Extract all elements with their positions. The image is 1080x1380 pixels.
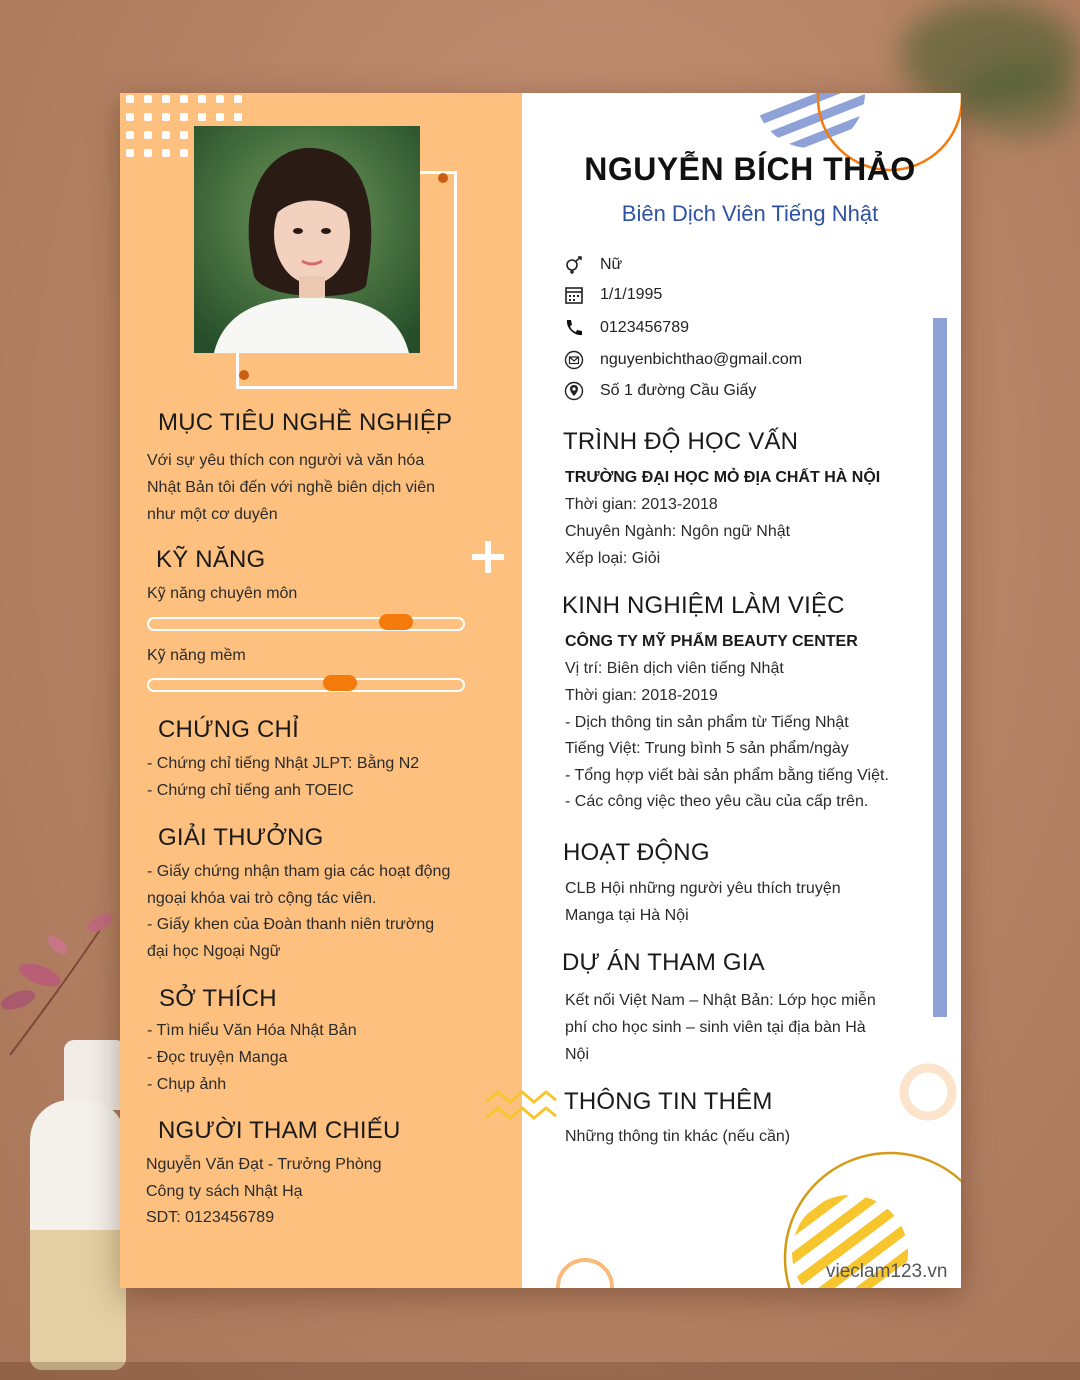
reference-line: Nguyễn Văn Đạt - Trưởng Phòng [146, 1156, 382, 1173]
activities-line: CLB Hội những người yêu thích truyện [565, 880, 841, 897]
info-address [564, 379, 757, 403]
dot [198, 95, 206, 103]
award-line: ngoại khóa vai trò cộng tác viên. [147, 890, 377, 907]
dot [144, 149, 152, 157]
hobby-line: - Tìm hiểu Văn Hóa Nhật Bản [147, 1022, 357, 1039]
objective-title: MỤC TIÊU NGHỀ NGHIỆP [158, 409, 453, 436]
dot [216, 95, 224, 103]
blurred-leaf [960, 60, 1080, 140]
skills-title: KỸ NĂNG [156, 546, 266, 573]
cv-sheet [120, 93, 961, 1288]
dot [180, 95, 188, 103]
experience-line: - Dịch thông tin sản phẩm từ Tiếng Nhật [565, 714, 849, 731]
plus-decoration [472, 541, 504, 573]
objective-line: như một cơ duyên [147, 506, 278, 523]
skill-bar [147, 678, 465, 692]
award-line: - Giấy chứng nhận tham gia các hoạt động [147, 863, 451, 880]
references-title: NGƯỜI THAM CHIẾU [158, 1117, 401, 1144]
education-line: Chuyên Ngành: Ngôn ngữ Nhật [565, 523, 791, 540]
award-line: đại học Ngoại Ngữ [147, 943, 281, 960]
ring-decoration [897, 1061, 961, 1125]
dot [180, 131, 188, 139]
extra-title: THÔNG TIN THÊM [564, 1088, 773, 1115]
dot [162, 131, 170, 139]
frame-dot [438, 173, 448, 183]
projects-line: Nội [565, 1046, 590, 1063]
objective-line: Nhật Bản tôi đến với nghề biên dịch viên [147, 479, 436, 496]
experience-line: Tiếng Việt: Trung bình 5 sản phẩm/ngày [565, 740, 849, 757]
birthday-text: 1/1/1995 [600, 286, 663, 303]
phone-text[interactable]: 0123456789 [600, 319, 689, 336]
experience-line: - Tổng hợp viết bài sản phẩm bằng tiếng Việt. [565, 767, 889, 784]
address-text: Số 1 đường Cầu Giấy [600, 382, 757, 399]
experience-line: - Các công việc theo yêu cầu của cấp trên. [565, 793, 869, 810]
certificates-title: CHỨNG CHỈ [158, 716, 299, 743]
dot [126, 131, 134, 139]
dot [144, 95, 152, 103]
certificate-line: - Chứng chỉ tiếng Nhật JLPT: Bằng N2 [147, 755, 420, 772]
education-school: TRƯỜNG ĐẠI HỌC MỎ ĐỊA CHẤT HÀ NỘI [565, 469, 881, 486]
location-icon [564, 381, 584, 401]
hobby-line: - Đọc truyện Manga [147, 1049, 288, 1066]
frame-dot [239, 370, 249, 380]
bottom-ring-decoration [552, 1251, 618, 1288]
left-panel [120, 93, 522, 1288]
dot [234, 113, 242, 121]
skill-label: Kỹ năng mềm [147, 647, 246, 664]
reference-line: Công ty sách Nhật Hạ [146, 1183, 303, 1200]
dot [180, 149, 188, 157]
extra-line: Những thông tin khác (nếu cần) [565, 1128, 791, 1145]
experience-line: Vị trí: Biên dịch viên tiếng Nhật [565, 660, 784, 677]
dot [162, 113, 170, 121]
dot [162, 149, 170, 157]
skill-knob[interactable] [323, 675, 357, 691]
info-email [564, 348, 803, 372]
job-title: Biên Dịch Viên Tiếng Nhật [621, 201, 879, 226]
projects-title: DỰ ÁN THAM GIA [562, 949, 765, 976]
watermark: vieclam123.vn [826, 1261, 948, 1282]
skill-label: Kỹ năng chuyên môn [147, 585, 298, 602]
dot [126, 95, 134, 103]
zigzag-decoration [484, 1088, 558, 1126]
calendar-icon [564, 285, 584, 305]
projects-line: phí cho học sinh – sinh viên tại địa bàn Hà [565, 1019, 866, 1036]
candidate-name: NGUYỄN BÍCH THẢO [584, 151, 916, 187]
dot [216, 113, 224, 121]
vertical-accent-bar [933, 318, 947, 1017]
award-line: - Giấy khen của Đoàn thanh niên trường [147, 916, 435, 933]
shelf [0, 1362, 1080, 1380]
hobby-line: - Chụp ảnh [147, 1076, 227, 1093]
skill-knob[interactable] [379, 614, 413, 630]
gender-icon [564, 255, 584, 275]
dot [198, 113, 206, 121]
dot [144, 113, 152, 121]
objective-line: Với sự yêu thích con người và văn hóa [147, 452, 425, 469]
experience-title: KINH NGHIỆM LÀM VIỆC [562, 592, 845, 619]
awards-title: GIẢI THƯỞNG [158, 824, 324, 851]
education-line: Xếp loại: Giỏi [565, 550, 661, 567]
dot [180, 113, 188, 121]
education-title: TRÌNH ĐỘ HỌC VẤN [563, 428, 799, 455]
projects-line: Kết nối Việt Nam – Nhật Bản: Lớp học miễn [565, 992, 876, 1009]
dot [126, 149, 134, 157]
email-text[interactable]: nguyenbichthao@gmail.com [600, 351, 803, 368]
certificate-line: - Chứng chỉ tiếng anh TOEIC [147, 782, 354, 799]
experience-company: CÔNG TY MỸ PHẨM BEAUTY CENTER [565, 633, 858, 650]
skill-bar [147, 617, 465, 631]
gender-text: Nữ [600, 256, 623, 273]
reference-line: SDT: 0123456789 [146, 1209, 275, 1226]
profile-photo [194, 126, 420, 353]
activities-line: Manga tại Hà Nội [565, 907, 689, 924]
info-gender [564, 253, 623, 277]
dot [162, 95, 170, 103]
phone-icon [564, 318, 584, 338]
education-line: Thời gian: 2013-2018 [565, 496, 718, 513]
vase [14, 1040, 126, 1370]
hobbies-title: SỞ THÍCH [159, 985, 277, 1012]
activities-title: HOẠT ĐỘNG [563, 839, 710, 866]
dot [126, 113, 134, 121]
email-icon [564, 350, 584, 370]
dot [144, 131, 152, 139]
info-birthday [564, 283, 663, 307]
experience-line: Thời gian: 2018-2019 [565, 687, 718, 704]
dot [234, 95, 242, 103]
info-phone [564, 316, 689, 340]
